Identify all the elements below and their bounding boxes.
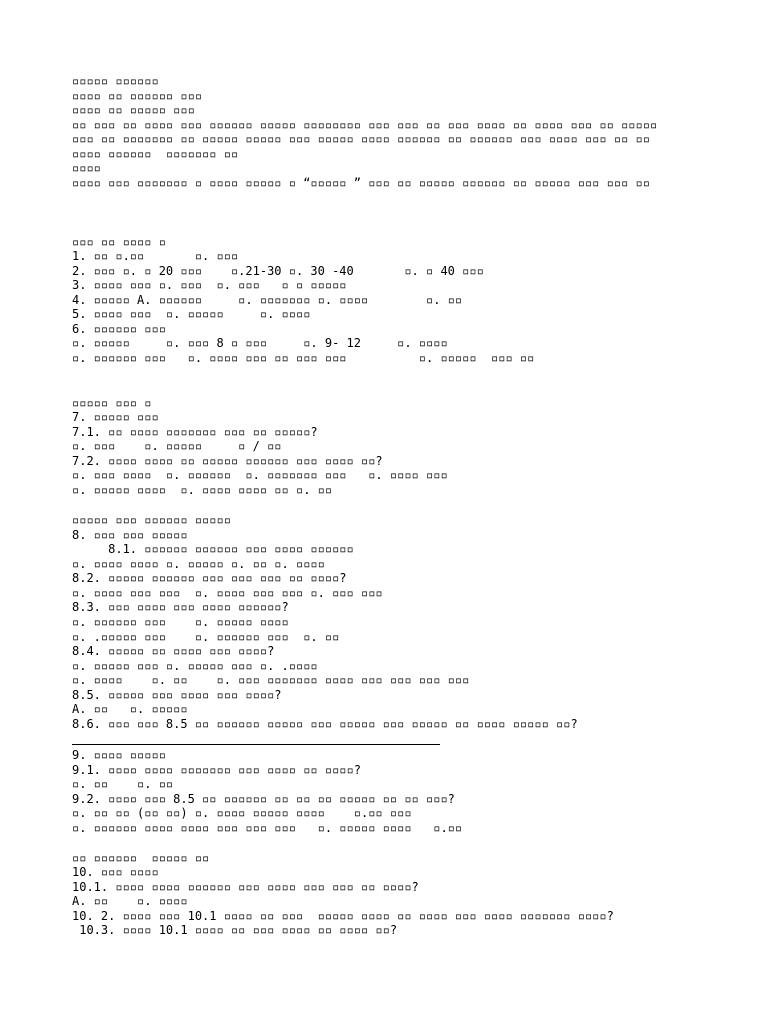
options-line: ▫. ▫▫▫ ▫▫▫▫ ▫. ▫▫▫▫▫▫ ▫. ▫▫▫▫▫▫▫ ▫▫▫ ▫. ▫▫▫▫ ▫▫▫ (72, 468, 448, 482)
intro-line: ▫▫▫▫ ▫▫ ▫▫▫▫▫▫ ▫▫▫ (72, 89, 203, 103)
question-line: 7.2. ▫▫▫▫ ▫▫▫▫ ▫▫ ▫▫▫▫▫ ▫▫▫▫▫▫ ▫▫▫ ▫▫▫▫ ▫▫? (72, 454, 383, 468)
options-line: ▫. ▫▫ ▫. ▫▫ (72, 777, 174, 791)
question-line: 6. ▫▫▫▫▫▫ ▫▫▫ (72, 322, 166, 336)
question-line: 8. ▫▫▫ ▫▫▫ ▫▫▫▫▫ (72, 528, 188, 542)
section-heading: ▫▫▫▫▫ ▫▫▫ ▫▫▫▫▫▫ ▫▫▫▫▫ (72, 513, 231, 527)
options-line: ▫. ▫▫▫▫ ▫. ▫▫ ▫. ▫▫▫ ▫▫▫▫▫▫▫ ▫▫▫▫ ▫▫▫ ▫▫▫ ▫▫▫ ▫▫▫ (72, 673, 470, 687)
question-line: 10.1. ▫▫▫▫ ▫▫▫▫ ▫▫▫▫▫▫ ▫▫▫ ▫▫▫▫ ▫▫▫ ▫▫▫ ▫▫ ▫▫▫▫? (72, 880, 419, 894)
question-line: 3. ▫▫▫▫ ▫▫▫ ▫. ▫▫▫ ▫. ▫▫▫ ▫ ▫ ▫▫▫▫▫ (72, 278, 347, 292)
question-line: 10. ▫▫▫ ▫▫▫▫ (72, 865, 159, 879)
intro-line: ▫▫▫▫▫ ▫▫▫▫▫▫ (72, 74, 159, 88)
section-heading: ▫▫▫ ▫▫ ▫▫▫▫ ▫ (72, 235, 166, 249)
question-line: 8.3. ▫▫▫ ▫▫▫▫ ▫▫▫ ▫▫▫▫ ▫▫▫▫▫▫? (72, 600, 289, 614)
options-line: ▫. ▫▫▫▫▫ ▫. ▫▫▫ 8 ▫ ▫▫▫ ▫. 9- 12 ▫. ▫▫▫▫ (72, 336, 448, 350)
section-heading: ▫▫ ▫▫▫▫▫▫ ▫▫▫▫▫ ▫▫ (72, 851, 210, 865)
options-line: ▫. ▫▫▫▫▫▫ ▫▫▫ ▫. ▫▫▫▫▫ ▫▫▫▫ (72, 615, 289, 629)
question-line: 5. ▫▫▫▫ ▫▫▫ ▫. ▫▫▫▫▫ ▫. ▫▫▫▫ (72, 307, 311, 321)
question-line: 2. ▫▫▫ ▫. ▫ 20 ▫▫▫ ▫.21-30 ▫. 30 -40 ▫. ▫ 40 ▫▫▫ (72, 264, 484, 278)
options-line: ▫. ▫▫▫▫▫▫ ▫▫▫▫ ▫▫▫▫ ▫▫▫ ▫▫▫ ▫▫▫ ▫. ▫▫▫▫▫ ▫▫▫▫ ▫.▫▫ (72, 821, 463, 835)
options-line: ▫. ▫▫▫▫▫ ▫▫▫▫ ▫. ▫▫▫▫ ▫▫▫▫ ▫▫ ▫. ▫▫ (72, 483, 333, 497)
intro-line: ▫▫ ▫▫▫ ▫▫ ▫▫▫▫ ▫▫▫ ▫▫▫▫▫▫ ▫▫▫▫▫ ▫▫▫▫▫▫▫▫ ▫▫▫ ▫▫▫ ▫▫ ▫▫▫ ▫▫▫▫ ▫▫ ▫▫▫▫ ▫▫▫ ▫▫ ▫▫▫▫▫ (72, 118, 658, 132)
question-line: 4. ▫▫▫▫▫ A. ▫▫▫▫▫▫ ▫. ▫▫▫▫▫▫▫ ▫. ▫▫▫▫ ▫. ▫▫ (72, 293, 463, 307)
question-line: 8.5. ▫▫▫▫▫ ▫▫▫ ▫▫▫▫ ▫▫▫ ▫▫▫▫? (72, 688, 282, 702)
question-line: 8.2. ▫▫▫▫▫ ▫▫▫▫▫▫ ▫▫▫ ▫▫▫ ▫▫▫ ▫▫ ▫▫▫▫? (72, 571, 347, 585)
divider-line (72, 744, 440, 745)
question-line: 7.1. ▫▫ ▫▫▫▫ ▫▫▫▫▫▫▫ ▫▫▫ ▫▫ ▫▫▫▫▫? (72, 425, 318, 439)
question-line: 7. ▫▫▫▫▫ ▫▫▫ (72, 410, 159, 424)
intro-line: ▫▫▫ ▫▫ ▫▫▫▫▫▫▫ ▫▫ ▫▫▫▫▫ ▫▫▫▫▫ ▫▫▫ ▫▫▫▫▫ ▫▫▫▫ ▫▫▫▫▫▫ ▫▫ ▫▫▫▫▫▫ ▫▫▫ ▫▫▫▫ ▫▫▫ ▫▫ ▫▫ (72, 132, 650, 146)
intro-line: ▫▫▫▫ ▫▫▫ ▫▫▫▫▫▫▫ ▫ ▫▫▫▫ ▫▫▫▫▫ ▫ “▫▫▫▫▫ ” ▫▫▫ ▫▫ ▫▫▫▫▫ ▫▫▫▫▫▫ ▫▫ ▫▫▫▫▫ ▫▫▫ ▫▫▫ ▫▫ (72, 176, 650, 190)
section-heading: ▫▫▫▫▫ ▫▫▫ ▫ (72, 396, 152, 410)
options-line: ▫. ▫▫▫▫ ▫▫▫ ▫▫▫ ▫. ▫▫▫▫ ▫▫▫ ▫▫▫ ▫. ▫▫▫ ▫▫▫ (72, 586, 383, 600)
options-line: ▫. ▫▫▫ ▫. ▫▫▫▫▫ ▫ / ▫▫ (72, 439, 282, 453)
options-line: ▫. ▫▫▫▫▫ ▫▫▫ ▫. ▫▫▫▫▫ ▫▫▫ ▫. .▫▫▫▫ (72, 659, 318, 673)
options-line: ▫. ▫▫▫▫ ▫▫▫▫ ▫. ▫▫▫▫▫ ▫. ▫▫ ▫. ▫▫▫▫ (72, 557, 325, 571)
options-line: A. ▫▫ ▫. ▫▫▫▫ (72, 894, 188, 908)
question-line: 10. 2. ▫▫▫▫ ▫▫▫ 10.1 ▫▫▫▫ ▫▫ ▫▫▫ ▫▫▫▫▫ ▫▫▫▫ ▫▫ ▫▫▫▫ ▫▫▫ ▫▫▫▫ ▫▫▫▫▫▫▫ ▫▫▫▫? (72, 909, 614, 923)
question-line: 9. ▫▫▫▫ ▫▫▫▫▫ (72, 748, 166, 762)
options-line: A. ▫▫ ▫. ▫▫▫▫▫ (72, 702, 188, 716)
question-line: 8.4. ▫▫▫▫▫ ▫▫ ▫▫▫▫ ▫▫▫ ▫▫▫▫? (72, 644, 275, 658)
question-line: 10.3. ▫▫▫▫ 10.1 ▫▫▫▫ ▫▫ ▫▫▫ ▫▫▫▫ ▫▫ ▫▫▫▫ ▫▫? (72, 923, 398, 937)
question-line: 8.6. ▫▫▫ ▫▫▫ 8.5 ▫▫ ▫▫▫▫▫▫ ▫▫▫▫▫ ▫▫▫ ▫▫▫▫▫ ▫▫▫ ▫▫▫▫▫ ▫▫ ▫▫▫▫ ▫▫▫▫▫ ▫▫? (72, 717, 578, 731)
question-line: 9.2. ▫▫▫▫ ▫▫▫ 8.5 ▫▫ ▫▫▫▫▫▫ ▫▫ ▫▫ ▫▫ ▫▫▫▫▫ ▫▫ ▫▫ ▫▫▫? (72, 792, 455, 806)
question-line: 1. ▫▫ ▫.▫▫ ▫. ▫▫▫ (72, 249, 239, 263)
question-line: 8.1. ▫▫▫▫▫▫ ▫▫▫▫▫▫ ▫▫▫ ▫▫▫▫ ▫▫▫▫▫▫ (72, 542, 354, 556)
options-line: ▫. ▫▫ ▫▫ (▫▫ ▫▫) ▫. ▫▫▫▫ ▫▫▫▫▫ ▫▫▫▫ ▫.▫▫ ▫▫▫ (72, 806, 412, 820)
intro-line: ▫▫▫▫ ▫▫▫▫▫▫ ▫▫▫▫▫▫▫ ▫▫ (72, 147, 239, 161)
options-line: ▫. ▫▫▫▫▫▫ ▫▫▫ ▫. ▫▫▫▫ ▫▫▫ ▫▫ ▫▫▫ ▫▫▫ ▫. ▫▫▫▫▫ ▫▫▫ ▫▫ (72, 351, 535, 365)
options-line: ▫. .▫▫▫▫▫ ▫▫▫ ▫. ▫▫▫▫▫▫ ▫▫▫ ▫. ▫▫ (72, 630, 340, 644)
question-line: 9.1. ▫▫▫▫ ▫▫▫▫ ▫▫▫▫▫▫▫ ▫▫▫ ▫▫▫▫ ▫▫ ▫▫▫▫? (72, 763, 361, 777)
intro-line: ▫▫▫▫ ▫▫ ▫▫▫▫▫ ▫▫▫ (72, 103, 195, 117)
intro-line: ▫▫▫▫ (72, 161, 101, 175)
